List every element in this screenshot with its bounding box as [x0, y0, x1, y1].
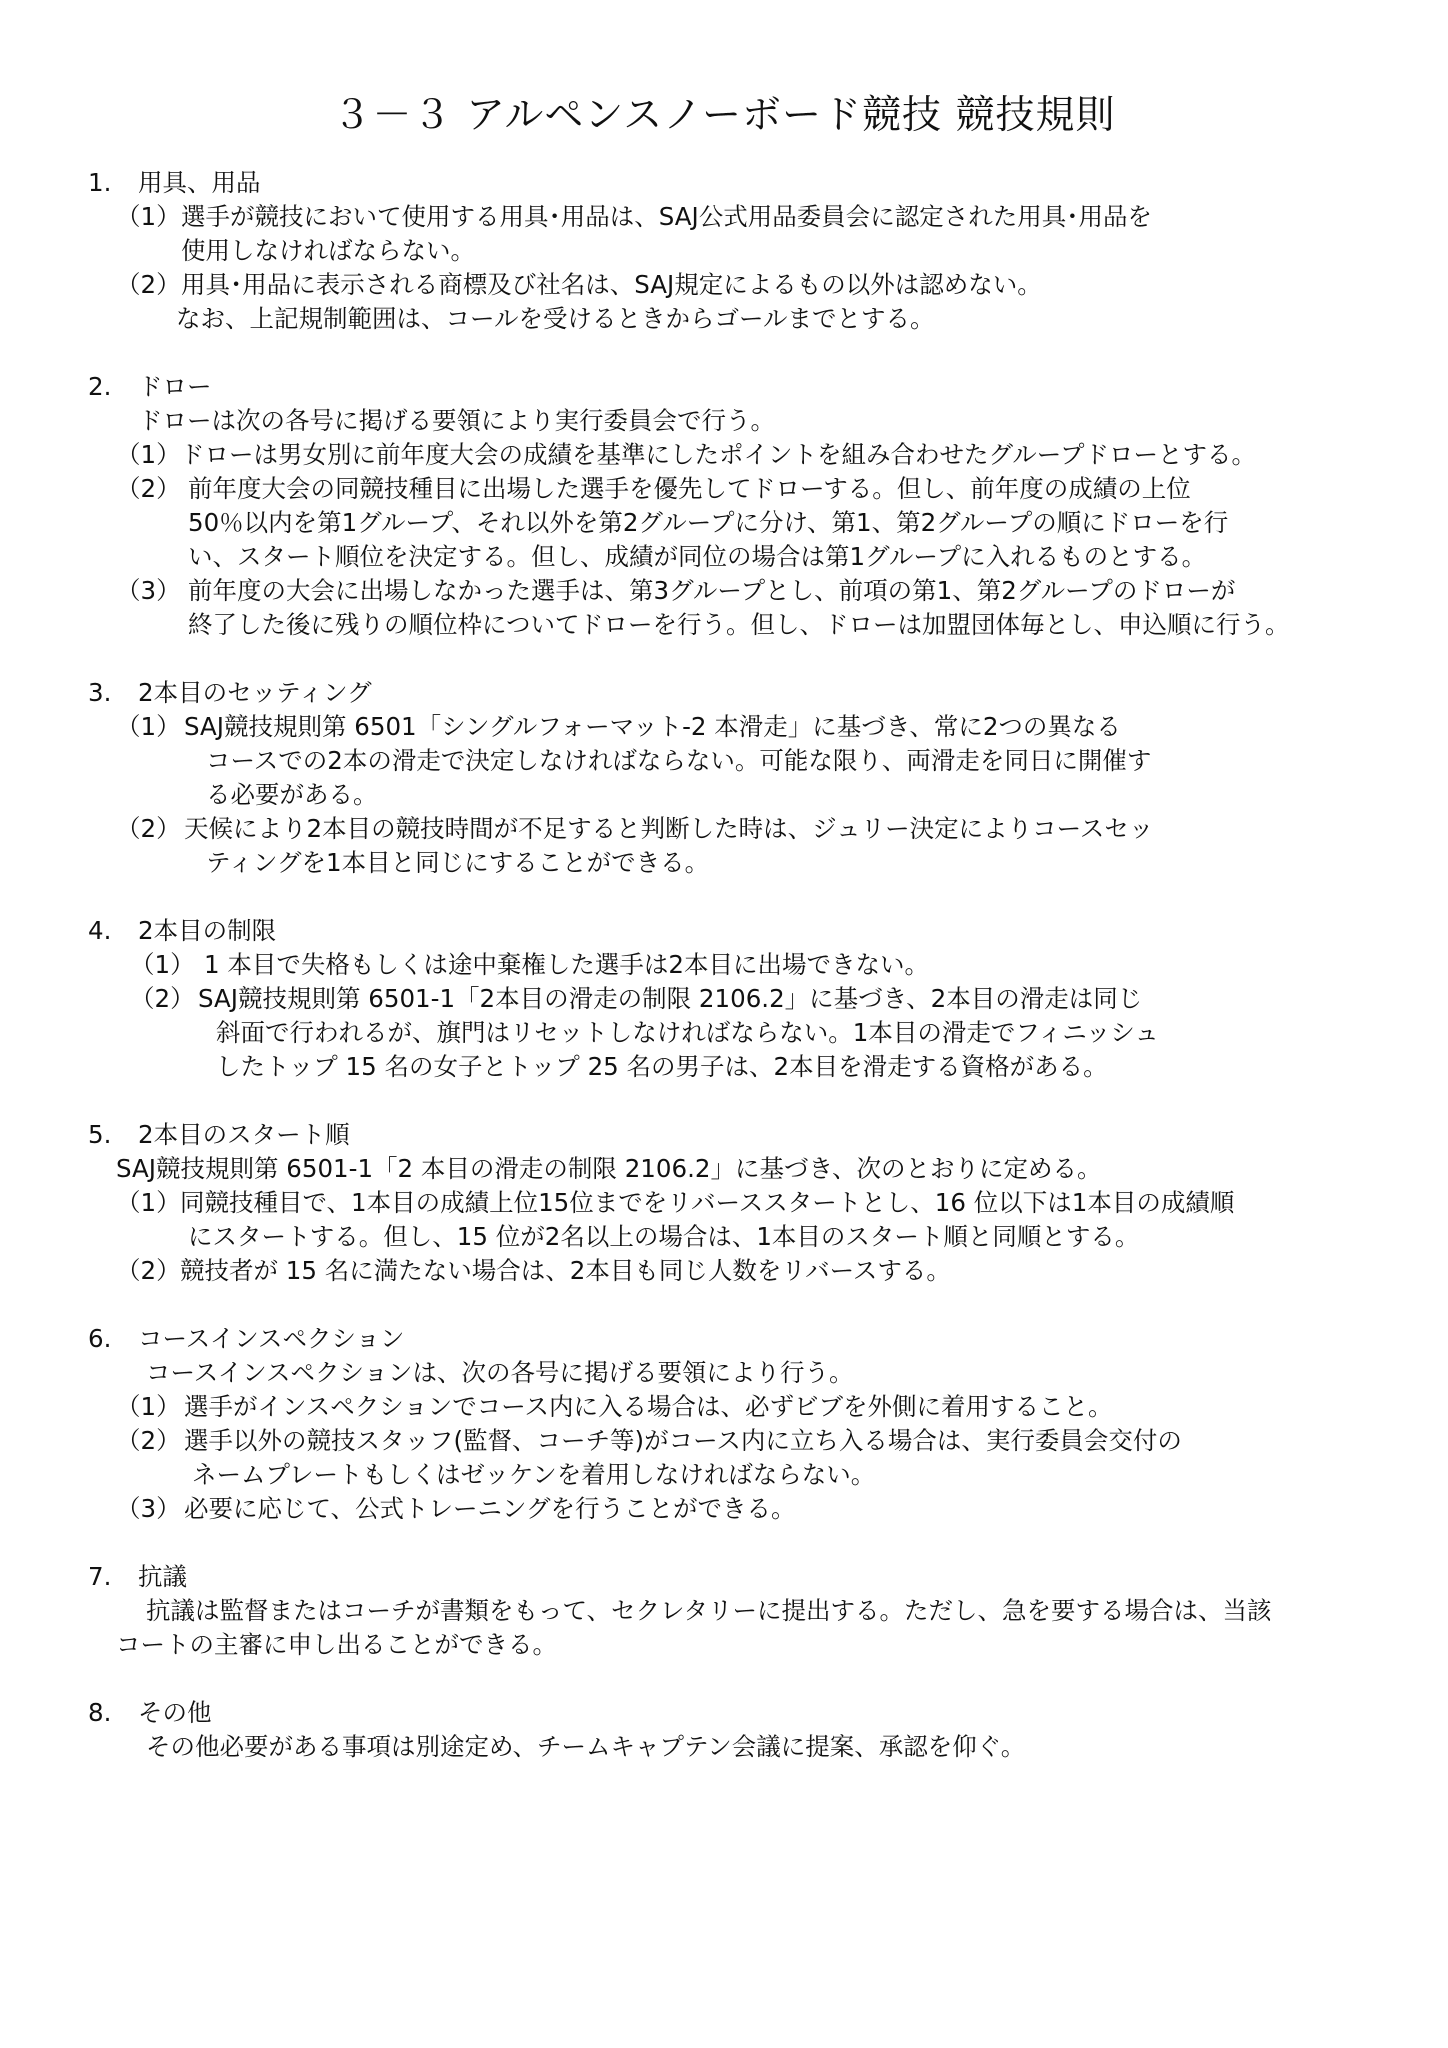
section-heading	[0, 1560, 1448, 1594]
section-second-run-setting	[0, 676, 1448, 880]
section-title: 2本目のセッティング	[138, 678, 372, 707]
section-course-inspection	[0, 1322, 1448, 1526]
item-label: （2）	[116, 1426, 181, 1455]
item-label: （1）	[116, 712, 181, 741]
section-title: 抗議	[138, 1562, 187, 1591]
list-item	[0, 1186, 1448, 1254]
section-title: ドロー	[138, 372, 212, 401]
item-label: （3）	[116, 1494, 181, 1523]
section-heading	[0, 914, 1448, 948]
section-heading	[0, 1118, 1448, 1152]
item-line: 選手以外の競技スタッフ(監督、コーチ等)がコース内に立ち入る場合は、実行委員会交付の	[184, 1426, 1182, 1455]
item-label: （1）	[116, 1188, 181, 1217]
item-label: （2）	[130, 984, 195, 1013]
list-item	[0, 1424, 1448, 1492]
item-line: 前年度大会の同競技種目に出場した選手を優先してドローする。但し、前年度の成績の上位	[188, 474, 1191, 503]
list-item	[0, 472, 1448, 574]
paragraph-line: 抗議は監督またはコーチが書類をもって、セクレタリーに提出する。ただし、急を要する場合は、当該	[146, 1596, 1272, 1625]
section-second-run-start-order	[0, 1118, 1448, 1288]
section-title: 用具、用品	[138, 168, 261, 197]
section-number: 6.	[88, 1324, 112, 1353]
item-line: ドローは男女別に前年度大会の成績を基準にしたポイントを組み合わせたグループドローとする。	[180, 440, 1257, 469]
item-line: 選手が競技において使用する用具･用品は、SAJ公式用品委員会に認定された用具･用品を	[181, 202, 1152, 231]
section-number: 1.	[88, 168, 112, 197]
item-line: 終了した後に残りの順位枠についてドローを行う。但し、ドローは加盟団体毎とし、申込順に行う。	[188, 610, 1290, 639]
section-other	[0, 1696, 1448, 1764]
section-number: 7.	[88, 1562, 112, 1591]
document-body	[0, 166, 1448, 1798]
item-line: 50％以内を第1グループ、それ以外を第2グループに分け、第1、第2グループの順にドローを行	[188, 508, 1229, 537]
document-title: ３－３ アルペンスノーボード競技 競技規則	[332, 93, 1116, 138]
list-item	[0, 268, 1448, 302]
item-line: 必要に応じて、公式トレーニングを行うことができる。	[184, 1494, 796, 1523]
item-line: したトップ 15 名の女子とトップ 25 名の男子は、2本目を滑走する資格がある。	[216, 1052, 1108, 1081]
item-label: （2）	[116, 814, 181, 843]
section-number: 5.	[88, 1120, 112, 1149]
item-label: （2）	[116, 1256, 181, 1285]
item-line: る必要がある。	[206, 780, 378, 809]
list-item	[0, 438, 1448, 472]
list-item	[0, 982, 1448, 1084]
section-intro: その他必要がある事項は別途定め、チームキャプテン会議に提案、承認を仰ぐ。	[146, 1732, 1026, 1761]
item-label: （1）	[116, 1392, 181, 1421]
list-item	[0, 1390, 1448, 1424]
list-item	[0, 812, 1448, 880]
list-item	[0, 948, 1448, 982]
paragraph-line: コートの主審に申し出ることができる。	[116, 1630, 557, 1659]
item-label: （1）	[130, 950, 195, 979]
item-line: 同競技種目で、1本目の成績上位15位までをリバーススタートとし、16 位以下は1本目の成績順	[180, 1188, 1235, 1217]
section-heading	[0, 166, 1448, 200]
section-title: その他	[138, 1698, 212, 1727]
section-title: 2本目のスタート順	[138, 1120, 350, 1149]
item-line: SAJ競技規則第 6501-1「2本目の滑走の制限 2106.2」に基づき、2本目の滑走は同じ	[198, 984, 1143, 1013]
item-line: コースでの2本の滑走で決定しなければならない。可能な限り、両滑走を同日に開催す	[206, 746, 1152, 775]
item-line: 前年度の大会に出場しなかった選手は、第3グループとし、前項の第1、第2グループのドローが	[188, 576, 1236, 605]
list-item	[0, 710, 1448, 812]
item-line: 斜面で行われるが、旗門はリセットしなければならない。1本目の滑走でフィニッシュ	[216, 1018, 1159, 1047]
list-item	[0, 1492, 1448, 1526]
section-title: 2本目の制限	[138, 916, 277, 945]
item-line: 競技者が 15 名に満たない場合は、2本目も同じ人数をリバースする。	[180, 1256, 951, 1285]
item-label: （2）	[116, 474, 181, 503]
section-heading	[0, 370, 1448, 404]
section-number: 2.	[88, 372, 112, 401]
section-draw	[0, 370, 1448, 642]
section-heading	[0, 676, 1448, 710]
section-equipment	[0, 166, 1448, 336]
item-line: 1 本目で失格もしくは途中棄権した選手は2本目に出場できない。	[204, 950, 929, 979]
item-line: にスタートする。但し、15 位が2名以上の場合は、1本目のスタート順と同順とする。	[188, 1222, 1140, 1251]
list-item	[0, 200, 1448, 268]
item-line: 天候により2本目の競技時間が不足すると判断した時は、ジュリー決定によりコースセッ	[184, 814, 1154, 843]
item-label: （1）	[116, 202, 181, 231]
section-intro: コースインスペクションは、次の各号に掲げる要領により行う。	[146, 1358, 854, 1387]
item-line: 選手がインスペクションでコース内に入る場合は、必ずビブを外側に着用すること。	[184, 1392, 1113, 1421]
item-line: 使用しなければならない。	[181, 236, 475, 265]
section-protest	[0, 1560, 1448, 1662]
item-label: （2）	[116, 270, 181, 299]
section-heading	[0, 1322, 1448, 1356]
list-item	[0, 574, 1448, 642]
item-label: （1）	[116, 440, 181, 469]
section-number: 3.	[88, 678, 112, 707]
item-line: い、スタート順位を決定する。但し、成績が同位の場合は第1グループに入れるものとする。	[188, 542, 1207, 571]
section-number: 4.	[88, 916, 112, 945]
item-line: SAJ競技規則第 6501「シングルフォーマット-2 本滑走」に基づき、常に2つの異なる	[184, 712, 1121, 741]
item-line: ティングを1本目と同じにすることができる。	[206, 848, 710, 877]
section-heading	[0, 1696, 1448, 1730]
item-line: ネームプレートもしくはゼッケンを着用しなければならない。	[192, 1460, 876, 1489]
section-intro: ドローは次の各号に掲げる要領により実行委員会で行う。	[138, 406, 775, 435]
section-intro: SAJ競技規則第 6501-1「2 本目の滑走の制限 2106.2」に基づき、次のとおりに定める。	[116, 1154, 1102, 1183]
list-item	[0, 1254, 1448, 1288]
section-number: 8.	[88, 1698, 112, 1727]
item-label: （3）	[116, 576, 181, 605]
item-line: 用具･用品に表示される商標及び社名は、SAJ規定によるもの以外は認めない。	[181, 270, 1042, 299]
section-note: なお、上記規制範囲は、コールを受けるときからゴールまでとする。	[176, 304, 935, 333]
section-second-run-limit	[0, 914, 1448, 1084]
section-title: コースインスペクション	[138, 1324, 405, 1353]
